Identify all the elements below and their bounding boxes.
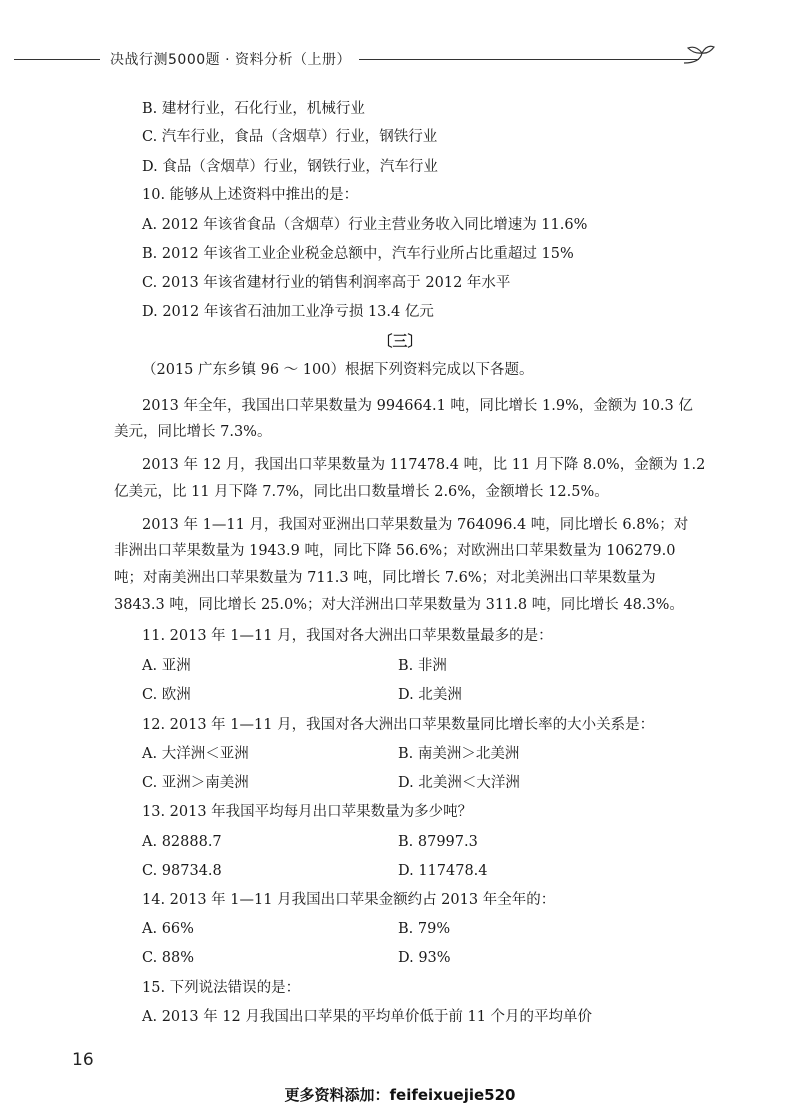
option-c: C. 88%: [142, 950, 195, 966]
section-heading: 〔三〕: [377, 332, 423, 350]
option-b: B. 79%: [398, 921, 451, 937]
paragraph-line: 3843.3 吨，同比增长 25.0%；对大洋洲出口苹果数量为 311.8 吨，同比增长 48.3%。: [114, 597, 684, 613]
option-line: D. 2012 年该省石油加工业净亏损 13.4 亿元: [142, 304, 434, 320]
option-a: A. 亚洲: [142, 658, 191, 674]
option-d: D. 北美洲: [398, 687, 462, 703]
question-12: 12. 2013 年 1—11 月，我国对各大洲出口苹果数量同比增长率的大小关系是：: [142, 717, 655, 733]
paragraph-line: 2013 年全年，我国出口苹果数量为 994664.1 吨，同比增长 1.9%，金额为 10.3 亿: [142, 398, 693, 414]
running-header: [14, 44, 716, 74]
paragraph-line: 2013 年 1—11 月，我国对亚洲出口苹果数量为 764096.4 吨，同比增长 6.8%；对: [142, 517, 689, 533]
option-a: A. 82888.7: [142, 834, 222, 850]
option-b: B. 87997.3: [398, 834, 478, 850]
option-d: D. 北美洲＜大洋洲: [398, 775, 520, 791]
option-line: B. 2012 年该省工业企业税金总额中，汽车行业所占比重超过 15%: [142, 246, 574, 262]
option-a: A. 大洋洲＜亚洲: [142, 746, 249, 762]
question-14: 14. 2013 年 1—11 月我国出口苹果金额约占 2013 年全年的：: [142, 892, 556, 908]
paragraph-line: 亿美元，比 11 月下降 7.7%，同比出口数量增长 2.6%，金额增长 12.5%。: [114, 484, 609, 500]
header-rule-right: [359, 59, 699, 60]
paragraph-line: 美元，同比增长 7.3%。: [114, 424, 272, 440]
option-b: B. 非洲: [398, 658, 447, 674]
footer-note: 更多资料添加：feifeixuejie520: [284, 1086, 516, 1104]
option-line: C. 汽车行业，食品（含烟草）行业，钢铁行业: [142, 129, 438, 145]
option-c: C. 亚洲＞南美洲: [142, 775, 249, 791]
option-line: D. 食品（含烟草）行业，钢铁行业，汽车行业: [142, 159, 438, 175]
question-10: 10. 能够从上述资料中推出的是：: [142, 187, 359, 203]
page-number: 16: [72, 1050, 94, 1070]
option-c: C. 欧洲: [142, 687, 191, 703]
header-title: 决战行测5000题 · 资料分析（上册）: [110, 52, 351, 68]
paragraph-line: 2013 年 12 月，我国出口苹果数量为 117478.4 吨，比 11 月下降 8.0%，金额为 1.2: [142, 457, 706, 473]
option-a: A. 66%: [142, 921, 194, 937]
question-15: 15. 下列说法错误的是：: [142, 980, 301, 996]
option-line: C. 2013 年该省建材行业的销售利润率高于 2012 年水平: [142, 275, 511, 291]
source-note: （2015 广东乡镇 96 ～ 100）根据下列资料完成以下各题。: [142, 362, 534, 378]
option-d: D. 93%: [398, 950, 451, 966]
paragraph-line: 非洲出口苹果数量为 1943.9 吨，同比下降 56.6%；对欧洲出口苹果数量为 106279.0: [114, 543, 676, 559]
header-rule-left: [14, 59, 100, 60]
option-line: A. 2012 年该省食品（含烟草）行业主营业务收入同比增速为 11.6%: [142, 217, 588, 233]
option-b: B. 南美洲＞北美洲: [398, 746, 520, 762]
option-a: A. 2013 年 12 月我国出口苹果的平均单价低于前 11 个月的平均单价: [142, 1009, 593, 1025]
paragraph-line: 吨；对南美洲出口苹果数量为 711.3 吨，同比增长 7.6%；对北美洲出口苹果数量为: [114, 570, 656, 586]
sprout-icon: [682, 41, 716, 71]
option-line: B. 建材行业，石化行业，机械行业: [142, 101, 365, 117]
option-c: C. 98734.8: [142, 863, 222, 879]
question-11: 11. 2013 年 1—11 月，我国对各大洲出口苹果数量最多的是：: [142, 628, 553, 644]
question-13: 13. 2013 年我国平均每月出口苹果数量为多少吨？: [142, 804, 473, 820]
option-d: D. 117478.4: [398, 863, 488, 879]
